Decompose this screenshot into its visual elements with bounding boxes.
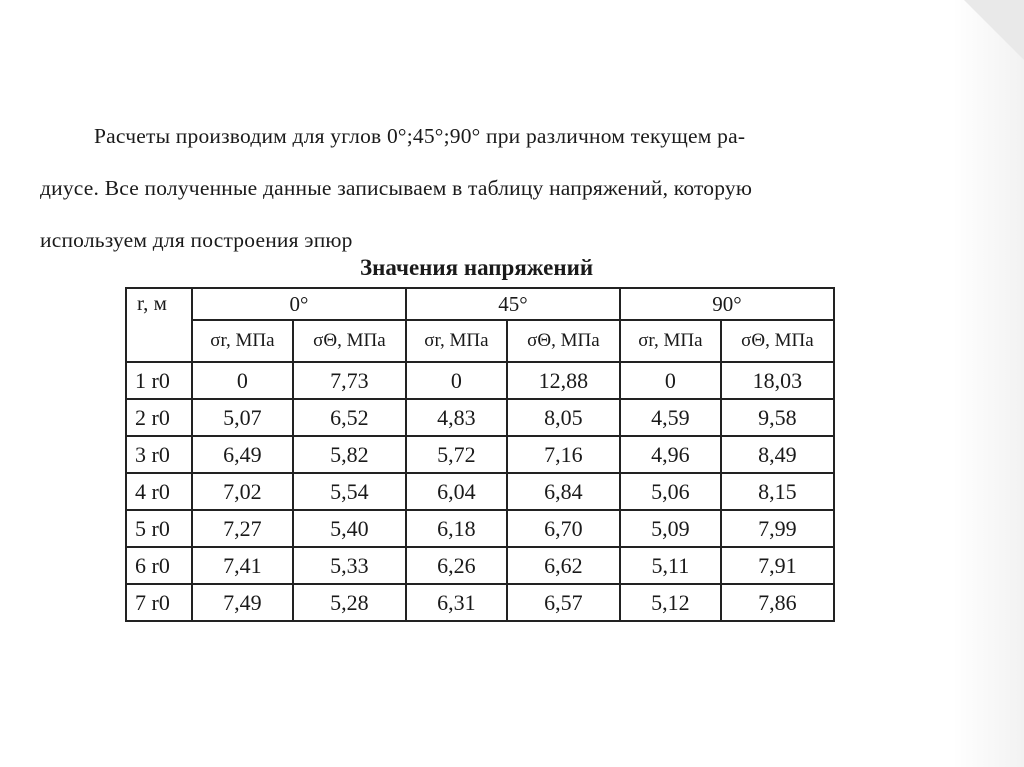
stress-header: σΘ, МПа (293, 320, 406, 362)
table-cell: 9,58 (721, 399, 834, 436)
table-cell: 7,02 (192, 473, 293, 510)
table-cell: 6,84 (507, 473, 620, 510)
stress-header: σr, МПа (406, 320, 507, 362)
row-radius-label: 1 r0 (126, 362, 192, 399)
table-cell: 7,41 (192, 547, 293, 584)
table-cell: 7,86 (721, 584, 834, 621)
row-radius-label: 7 r0 (126, 584, 192, 621)
table-cell: 8,05 (507, 399, 620, 436)
angle-header-row (126, 288, 834, 320)
table-row (126, 362, 834, 399)
table-cell: 5,06 (620, 473, 721, 510)
table-cell: 6,70 (507, 510, 620, 547)
table-cell: 4,59 (620, 399, 721, 436)
table-cell: 7,16 (507, 436, 620, 473)
stress-header: σr, МПа (620, 320, 721, 362)
table-cell: 4,96 (620, 436, 721, 473)
table-cell: 5,11 (620, 547, 721, 584)
table-cell: 5,09 (620, 510, 721, 547)
table-cell: 0 (406, 362, 507, 399)
row-radius-label: 5 r0 (126, 510, 192, 547)
table-cell: 5,33 (293, 547, 406, 584)
table-cell: 5,12 (620, 584, 721, 621)
table-cell: 0 (620, 362, 721, 399)
stress-table (125, 287, 835, 622)
row-radius-label: 6 r0 (126, 547, 192, 584)
table-cell: 8,15 (721, 473, 834, 510)
table-cell: 8,49 (721, 436, 834, 473)
table-cell: 6,57 (507, 584, 620, 621)
table-cell: 7,73 (293, 362, 406, 399)
table-cell: 6,18 (406, 510, 507, 547)
table-row (126, 547, 834, 584)
table-cell: 5,40 (293, 510, 406, 547)
paragraph-line-2: диусе. Все полученные данные записываем в таблицу напряжений, которую (40, 176, 753, 200)
table-cell: 18,03 (721, 362, 834, 399)
table-cell: 5,28 (293, 584, 406, 621)
table-row (126, 473, 834, 510)
stress-header-row (126, 320, 834, 362)
page-corner-fold (964, 0, 1024, 60)
angle-header-0: 0° (192, 288, 406, 320)
paragraph-line-3: используем для построения эпюр (40, 228, 353, 252)
table-row (126, 510, 834, 547)
table-row (126, 399, 834, 436)
row-radius-label: 2 r0 (126, 399, 192, 436)
stress-header: σΘ, МПа (721, 320, 834, 362)
table-cell: 7,99 (721, 510, 834, 547)
table-cell: 5,82 (293, 436, 406, 473)
angle-header-90: 90° (620, 288, 834, 320)
paragraph-line-1: Расчеты производим для углов 0°;45°;90° при различном текущем ра- (94, 124, 746, 148)
body-paragraph (40, 110, 920, 266)
table-cell: 5,54 (293, 473, 406, 510)
table-cell: 4,83 (406, 399, 507, 436)
table-title: Значения напряжений (360, 255, 594, 280)
row-radius-label: 4 r0 (126, 473, 192, 510)
table-cell: 0 (192, 362, 293, 399)
angle-header-45: 45° (406, 288, 620, 320)
row-radius-label: 3 r0 (126, 436, 192, 473)
table-cell: 6,26 (406, 547, 507, 584)
table-cell: 6,49 (192, 436, 293, 473)
table-cell: 6,52 (293, 399, 406, 436)
table-cell: 7,91 (721, 547, 834, 584)
table-cell: 6,62 (507, 547, 620, 584)
table-row (126, 436, 834, 473)
table-cell: 6,31 (406, 584, 507, 621)
table-row (126, 584, 834, 621)
page-edge-shadow (952, 0, 1024, 767)
radius-column-header: r, м (126, 288, 192, 362)
stress-header: σr, МПа (192, 320, 293, 362)
table-cell: 5,07 (192, 399, 293, 436)
table-cell: 7,49 (192, 584, 293, 621)
stress-header: σΘ, МПа (507, 320, 620, 362)
table-cell: 5,72 (406, 436, 507, 473)
table-cell: 7,27 (192, 510, 293, 547)
table-cell: 12,88 (507, 362, 620, 399)
table-cell: 6,04 (406, 473, 507, 510)
